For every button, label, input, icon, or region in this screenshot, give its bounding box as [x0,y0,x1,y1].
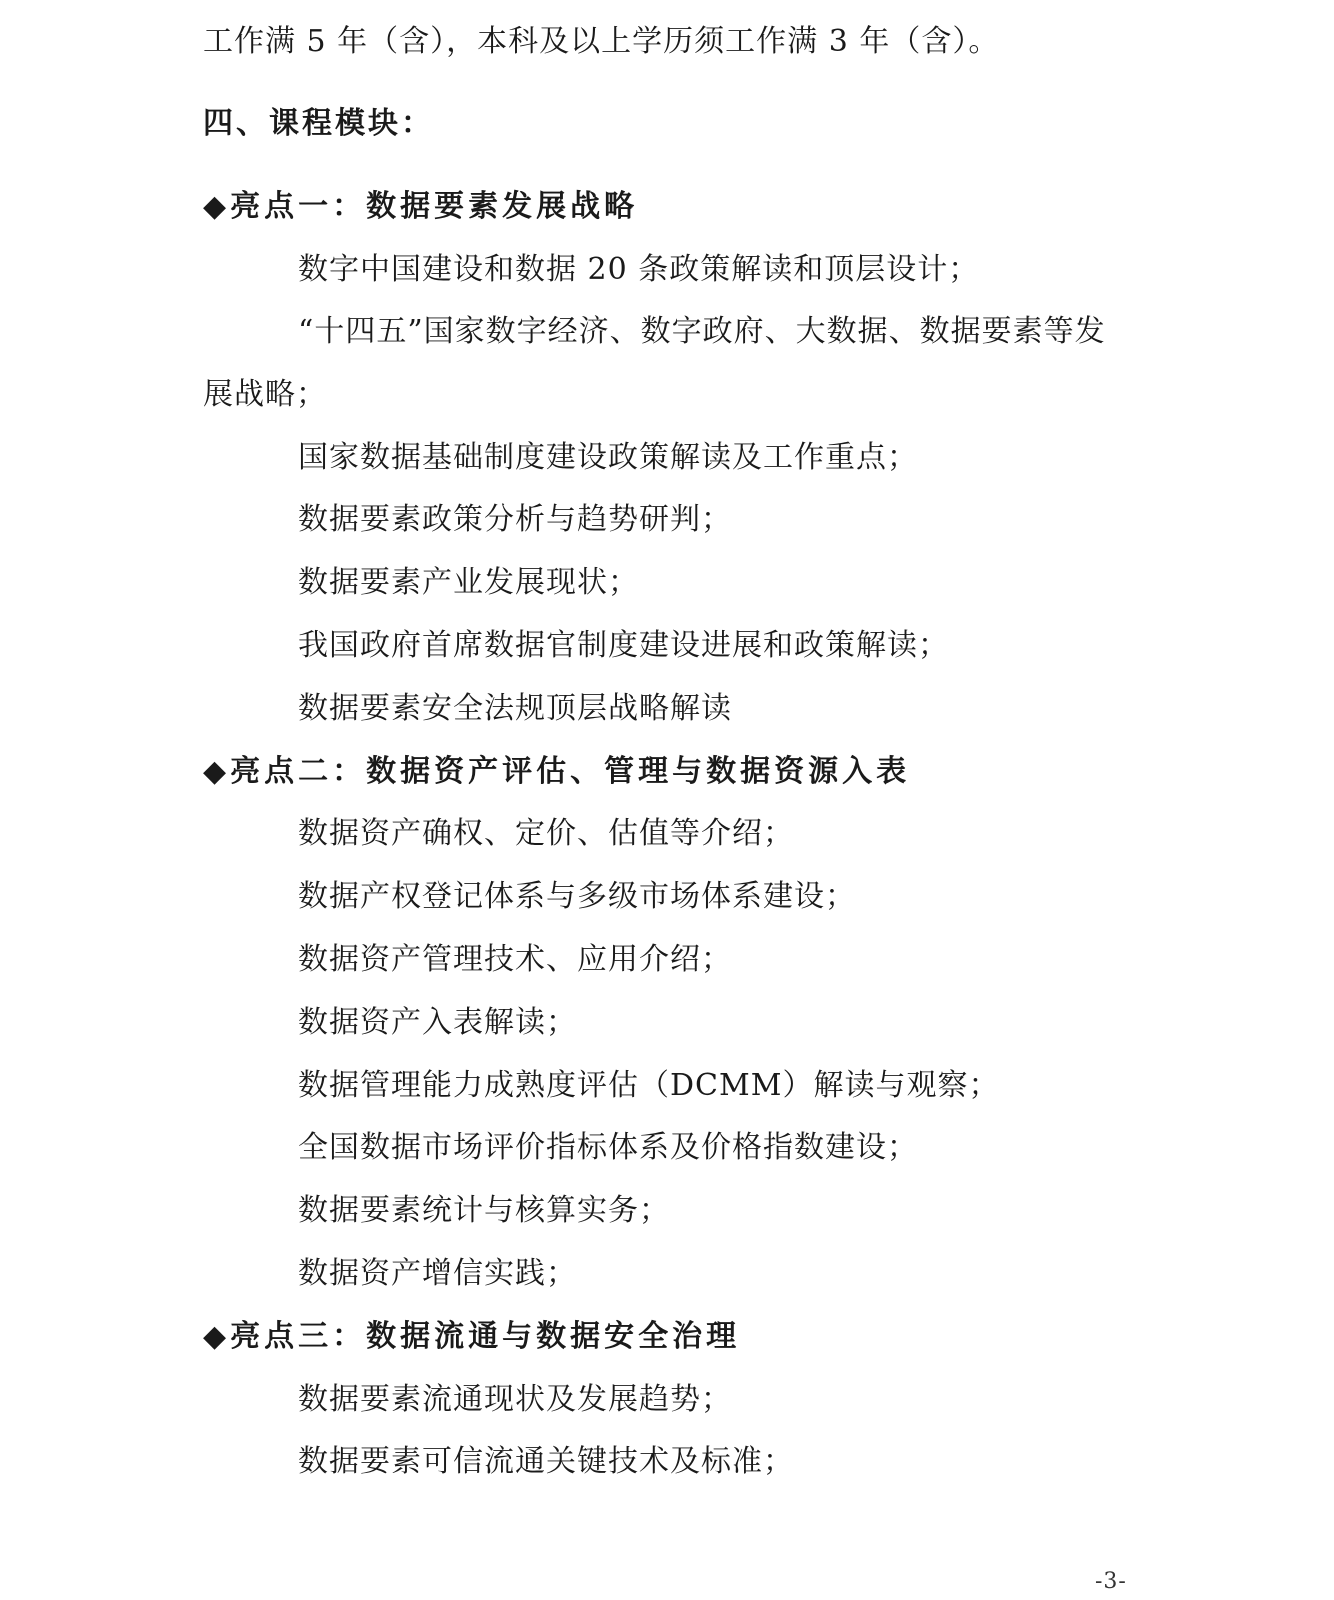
intro-line: 工作满 5 年（含），本科及以上学历须工作满 3 年（含）。 [203,24,1000,59]
highlight-2-title: ◆亮点二：数据资产评估、管理与数据资源入表 [203,754,911,789]
highlight-3-item: 数据要素流通现状及发展趋势； [298,1382,732,1417]
highlight-2-item: 数据资产管理技术、应用介绍； [298,942,732,977]
page-number: -3- [1095,1569,1127,1594]
highlight-1-item: 数据要素产业发展现状； [298,565,639,600]
highlight-1-item: 国家数据基础制度建设政策解读及工作重点； [298,440,918,475]
highlight-1-item: 数据要素政策分析与趋势研判； [298,502,732,537]
highlight-1-item: 我国政府首席数据官制度建设进展和政策解读； [298,628,949,663]
highlight-3-title: ◆亮点三：数据流通与数据安全治理 [203,1319,741,1354]
highlight-2-item: 数据资产入表解读； [298,1005,577,1040]
highlight-1-item: 数据要素安全法规顶层战略解读 [298,691,732,726]
highlight-1-item: 数字中国建设和数据 20 条政策解读和顶层设计； [298,252,980,287]
highlight-1-item: “十四五”国家数字经济、数字政府、大数据、数据要素等发 [298,314,1106,349]
highlight-1-item-continuation: 展战略； [203,377,327,412]
highlight-3-item: 数据要素可信流通关键技术及标准； [298,1444,794,1479]
section-title: 四、课程模块： [203,106,434,141]
highlight-2-item: 全国数据市场评价指标体系及价格指数建设； [298,1130,918,1165]
highlight-2-item: 数据要素统计与核算实务； [298,1193,670,1228]
highlight-1-title: ◆亮点一：数据要素发展战略 [203,189,639,224]
highlight-2-item: 数据产权登记体系与多级市场体系建设； [298,879,856,914]
highlight-2-item: 数据资产确权、定价、估值等介绍； [298,816,794,851]
highlight-2-item: 数据资产增信实践； [298,1256,577,1291]
highlight-2-item: 数据管理能力成熟度评估（DCMM）解读与观察； [298,1068,1000,1103]
